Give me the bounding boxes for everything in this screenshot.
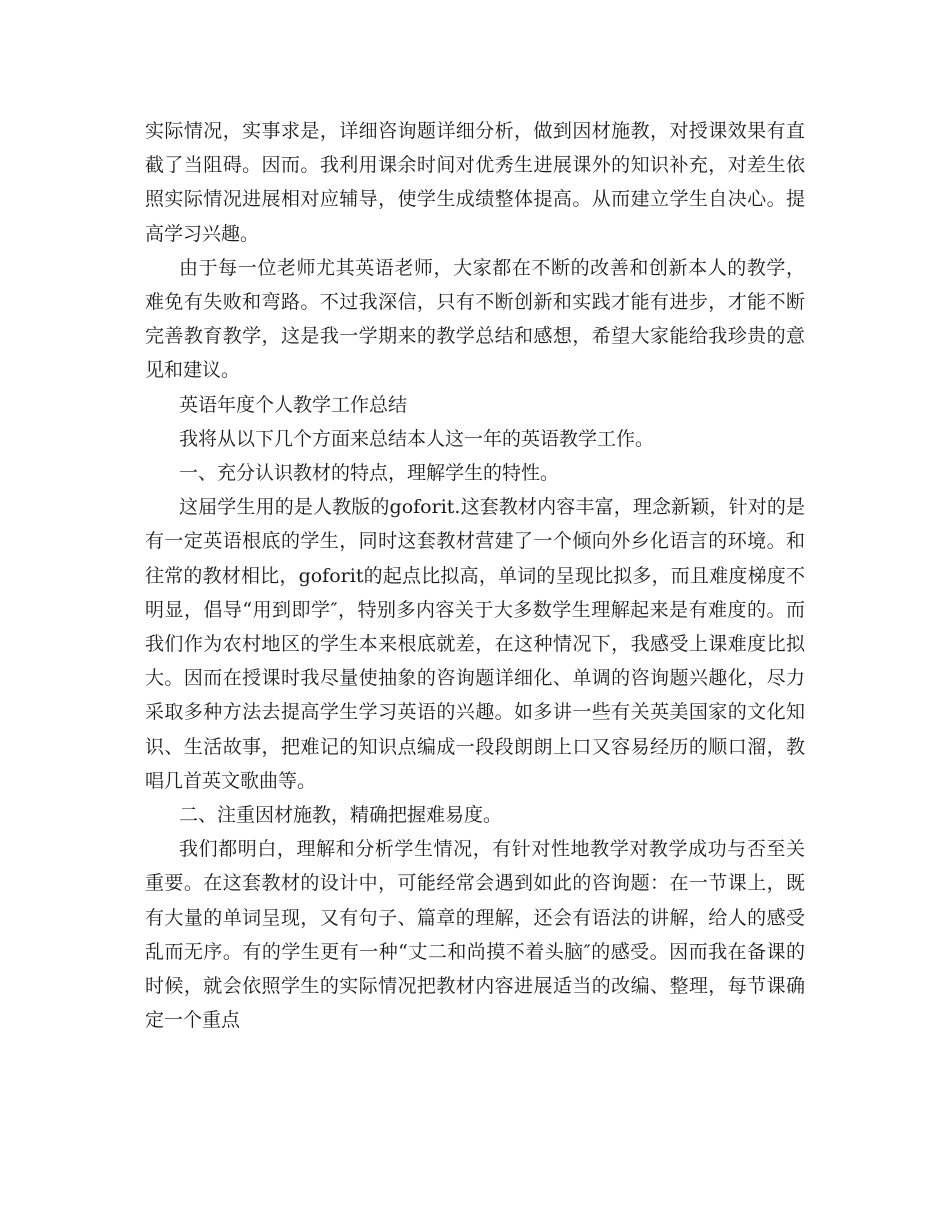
paragraph-2: 由于每一位老师尤其英语老师，大家都在不断的改善和创新本人的教学，难免有失败和弯路。不过我深信，只有不断创新和实践才能有进步，才能不断完善教育教学，这是我一学期来的教学总结和感想，希望大家能给我珍贵的意见和建议。 [145, 256, 805, 382]
paragraph-students: 我们都明白，理解和分析学生情况，有针对性地教学对教学成功与否至关重要。在这套教材的设计中，可能经常会遇到如此的咨询题：在一节课上，既有大量的单词呈现，又有句子、篇章的理解，还会有语法的讲解，给人的感受乱而无序。有的学生更有一种“丈二和尚摸不着头脑″的感受。因而我在备课的时候，就会依照学生的实际情况把教材内容进展适当的改编、整理，每节课确定一个重点 [145, 838, 805, 1032]
section-title: 英语年度个人教学工作总结 [179, 393, 408, 416]
heading-1: 一、充分认识教材的特点，理解学生的特性。 [179, 462, 560, 485]
paragraph-textbook: 这届学生用的是人教版的goforit.这套教材内容丰富，理念新颖，针对的是有一定英语根底的学生，同时这套教材营建了一个倾向外乡化语言的环境。和往常的教材相比，goforit的起点比拟高，单词的呈现比拟多，而且难度梯度不明显，倡导“用到即学″，特别多内容关于大多数学生理解起来是有难度的。而我们作为农村地区的学生本来根底就差，在这种情况下，我感受上课难度比拟大。因而在授课时我尽量使抽象的咨询题详细化、单调的咨询题兴趣化，尽力采取多种方法去提高学生学习英语的兴趣。如多讲一些有关英美国家的文化知识、生活故事，把难记的知识点编成一段段朗朗上口又容易经历的顺口溜，教唱几首英文歌曲等。 [145, 496, 805, 792]
heading-2: 二、注重因材施教，精确把握难易度。 [179, 804, 503, 827]
paragraph-intro: 我将从以下几个方面来总结本人这一年的英语教学工作。 [179, 427, 655, 450]
document-page [145, 114, 805, 1037]
paragraph-1: 实际情况，实事求是，详细咨询题详细分析，做到因材施教，对授课效果有直截了当阻碍。因而。我利用课余时间对优秀生进展课外的知识补充，对差生依照实际情况进展相对应辅导，使学生成绩整体提高。从而建立学生自决心。提高学习兴趣。 [145, 120, 805, 245]
